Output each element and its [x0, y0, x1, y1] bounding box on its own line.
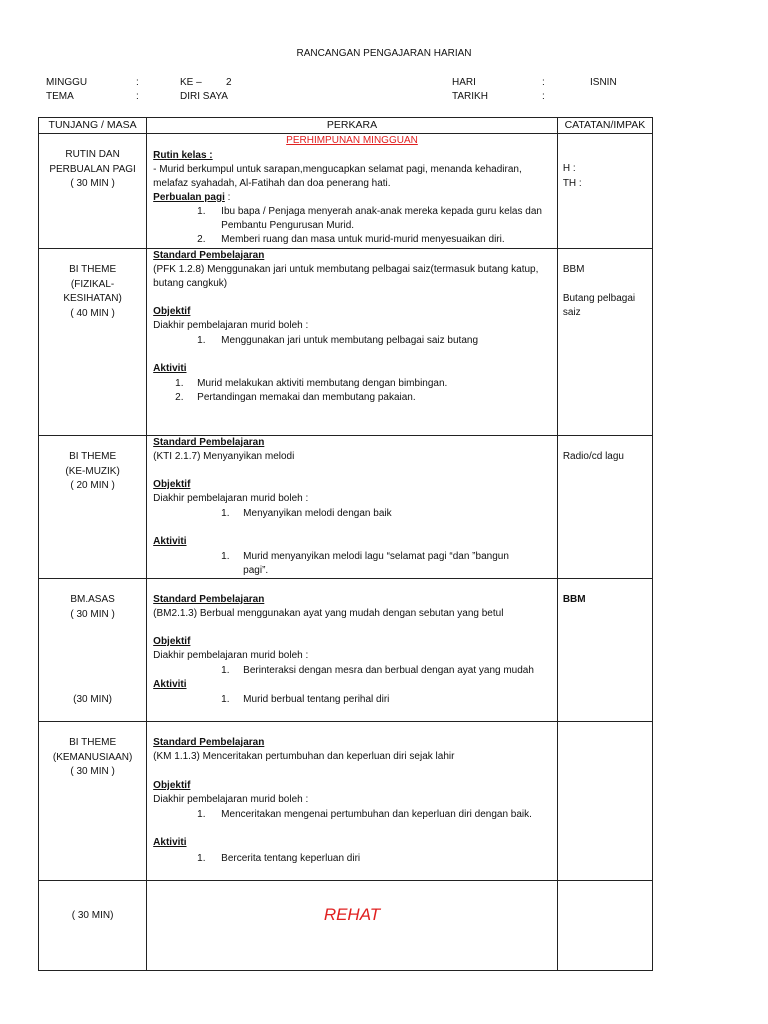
standard-line: butang cangkuk)	[153, 278, 228, 289]
tema-colon: :	[136, 91, 139, 102]
table-row	[39, 249, 653, 436]
standard-heading: Standard Pembelajaran	[153, 250, 265, 261]
row3-label-line: (KE-MUZIK)	[65, 465, 120, 477]
aktiviti-heading: Aktiviti	[153, 363, 187, 374]
list-number: 2.	[175, 392, 184, 403]
col-header-tunjang: TUNJANG / MASA	[39, 118, 147, 134]
row3-label-cell	[39, 436, 147, 579]
list-item: Menyanyikan melodi dengan baik	[243, 508, 392, 519]
row2-label-line: ( 40 MIN )	[70, 307, 115, 319]
row5-label-cell	[39, 722, 147, 881]
rutin-line: melafaz syahadah, Al-Fatihah dan doa penerang hati.	[153, 178, 391, 189]
objektif-intro: Diakhir pembelajaran murid boleh :	[153, 320, 309, 331]
list-item: Ibu bapa / Penjaga menyerah anak-anak mereka kepada guru kelas dan	[221, 206, 542, 217]
list-item: Murid melakukan aktiviti membutang dengan bimbingan.	[197, 378, 448, 389]
list-item: Berinteraksi dengan mesra dan berbual dengan ayat yang mudah	[243, 665, 534, 676]
document-title: RANCANGAN PENGAJARAN HARIAN	[296, 48, 472, 59]
row3-label-line: ( 20 MIN )	[70, 480, 115, 491]
ke-value: 2	[226, 77, 232, 88]
row4-label-line: BM.ASAS	[70, 594, 115, 605]
list-item: Murid menyanyikan melodi lagu “selamat pagi “dan ”bangun	[243, 551, 509, 562]
list-number: 1.	[197, 853, 206, 864]
standard-line: (BM2.1.3) Berbual menggunakan ayat yang mudah dengan sebutan yang betul	[153, 608, 504, 619]
perbualan-heading-row	[153, 191, 551, 206]
list-number: 2.	[197, 234, 206, 245]
objektif-heading: Objektif	[153, 780, 191, 791]
objektif-heading: Objektif	[153, 306, 191, 317]
list-number: 1.	[221, 694, 230, 705]
row4-notes-cell	[557, 579, 652, 722]
list-item: pagi”.	[243, 565, 269, 576]
list-number: 1.	[221, 551, 230, 562]
notes-line: BBM	[562, 594, 586, 605]
row5-content-cell	[147, 722, 558, 881]
standard-heading: Standard Pembelajaran	[153, 594, 265, 605]
perbualan-colon: :	[224, 192, 231, 203]
row6-content-cell	[147, 881, 558, 971]
row1-label-cell	[39, 134, 147, 249]
notes-line: H :	[562, 163, 576, 174]
row6-label: ( 30 MIN)	[71, 910, 114, 921]
list-item: Bercerita tentang keperluan diri	[221, 853, 361, 864]
row5-label-line: (KEMANUSIAAN)	[52, 751, 133, 763]
standard-line: (PFK 1.2.8) Menggunakan jari untuk membutang pelbagai saiz(termasuk butang katup,	[153, 264, 539, 275]
list-number: 1.	[197, 809, 206, 820]
hari-label: HARI	[452, 77, 476, 88]
row6-label-cell	[39, 881, 147, 971]
row4-label-second: (30 MIN)	[73, 694, 113, 705]
objektif-heading: Objektif	[153, 479, 191, 490]
row2-label-line: KESIHATAN)	[63, 293, 122, 304]
row6-notes-cell	[557, 881, 652, 971]
table-row	[39, 579, 653, 722]
list-number: 1.	[221, 665, 230, 676]
col-header-catatan: CATATAN/IMPAK	[557, 118, 652, 134]
row2-label-line: BI THEME	[69, 264, 117, 275]
row2-content-cell	[147, 249, 558, 436]
row1-label-line: RUTIN DAN	[65, 149, 120, 160]
list-item: Menggunakan jari untuk membutang pelbagai saiz butang	[221, 335, 479, 346]
list-item: Memberi ruang dan masa untuk murid-murid menyesuaikan diri.	[221, 234, 505, 245]
aktiviti-heading: Aktiviti	[153, 536, 187, 547]
notes-line: BBM	[562, 264, 585, 275]
row4-content-cell	[147, 579, 558, 722]
list-number: 1.	[197, 206, 206, 217]
row4-label-cell	[39, 579, 147, 722]
table-row	[39, 881, 653, 971]
standard-line: (KTI 2.1.7) Menyanyikan melodi	[153, 451, 295, 462]
hari-value: ISNIN	[590, 77, 617, 88]
list-item: Menceritakan mengenai pertumbuhan dan keperluan diri dengan baik.	[221, 809, 532, 820]
col-header-perkara: PERKARA	[147, 118, 558, 134]
aktiviti-heading: Aktiviti	[153, 837, 187, 848]
row2-notes-cell	[557, 249, 652, 436]
standard-line: (KM 1.1.3) Menceritakan pertumbuhan dan keperluan diri sejak lahir	[153, 751, 455, 762]
list-item: Pertandingan memakai dan membutang pakaian.	[197, 392, 416, 403]
tarikh-label: TARIKH	[452, 91, 488, 102]
notes-line: Radio/cd lagu	[562, 451, 624, 462]
tema-label: TEMA	[46, 91, 74, 102]
objektif-heading: Objektif	[153, 636, 191, 647]
aktiviti-heading: Aktiviti	[153, 679, 187, 690]
row1-label-line: ( 30 MIN )	[70, 178, 115, 189]
row5-label-line: BI THEME	[69, 737, 117, 748]
list-item: Murid berbual tentang perihal diri	[243, 694, 390, 705]
list-number: 1.	[221, 508, 230, 519]
row4-label-line: ( 30 MIN )	[70, 608, 115, 620]
tema-value: DIRI SAYA	[180, 91, 228, 102]
notes-line: TH :	[562, 177, 582, 189]
row5-notes-cell	[557, 722, 652, 881]
objektif-intro: Diakhir pembelajaran murid boleh :	[153, 493, 309, 504]
rutin-line: - Murid berkumpul untuk sarapan,mengucapkan selamat pagi, menanda kehadiran,	[153, 164, 522, 175]
table-row	[39, 134, 653, 249]
ke-label: KE –	[180, 77, 202, 88]
row3-content-cell	[147, 436, 558, 579]
objektif-intro: Diakhir pembelajaran murid boleh :	[153, 650, 309, 661]
row2-label-line: (FIZIKAL-	[70, 278, 115, 290]
table-row	[39, 436, 653, 579]
list-item: Pembantu Pengurusan Murid.	[221, 220, 355, 231]
standard-heading: Standard Pembelajaran	[153, 737, 265, 748]
row1-notes-cell	[557, 134, 652, 249]
table-row	[39, 722, 653, 881]
row3-notes-cell	[557, 436, 652, 579]
table-header-row	[39, 118, 653, 134]
lesson-plan-table	[38, 117, 653, 971]
rehat-label: REHAT	[323, 905, 381, 924]
notes-line: Butang pelbagai	[562, 292, 636, 304]
row1-content-cell	[147, 134, 558, 249]
tarikh-colon: :	[542, 91, 545, 102]
perhimpunan-banner: PERHIMPUNAN MINGGUAN	[286, 135, 418, 146]
minggu-label: MINGGU	[46, 77, 88, 88]
rutin-heading: Rutin kelas :	[153, 150, 213, 161]
hari-colon: :	[542, 77, 545, 88]
standard-heading: Standard Pembelajaran	[153, 437, 265, 448]
minggu-colon: :	[136, 77, 139, 88]
row1-label-line: PERBUALAN PAGI	[49, 163, 136, 175]
row5-label-line: ( 30 MIN )	[70, 766, 115, 777]
row3-label-line: BI THEME	[69, 451, 117, 462]
objektif-intro: Diakhir pembelajaran murid boleh :	[153, 794, 309, 805]
list-number: 1.	[197, 335, 206, 346]
row2-label-cell	[39, 249, 147, 436]
list-number: 1.	[175, 378, 184, 389]
perbualan-heading: Perbualan pagi	[153, 192, 225, 203]
notes-line: saiz	[562, 307, 581, 318]
